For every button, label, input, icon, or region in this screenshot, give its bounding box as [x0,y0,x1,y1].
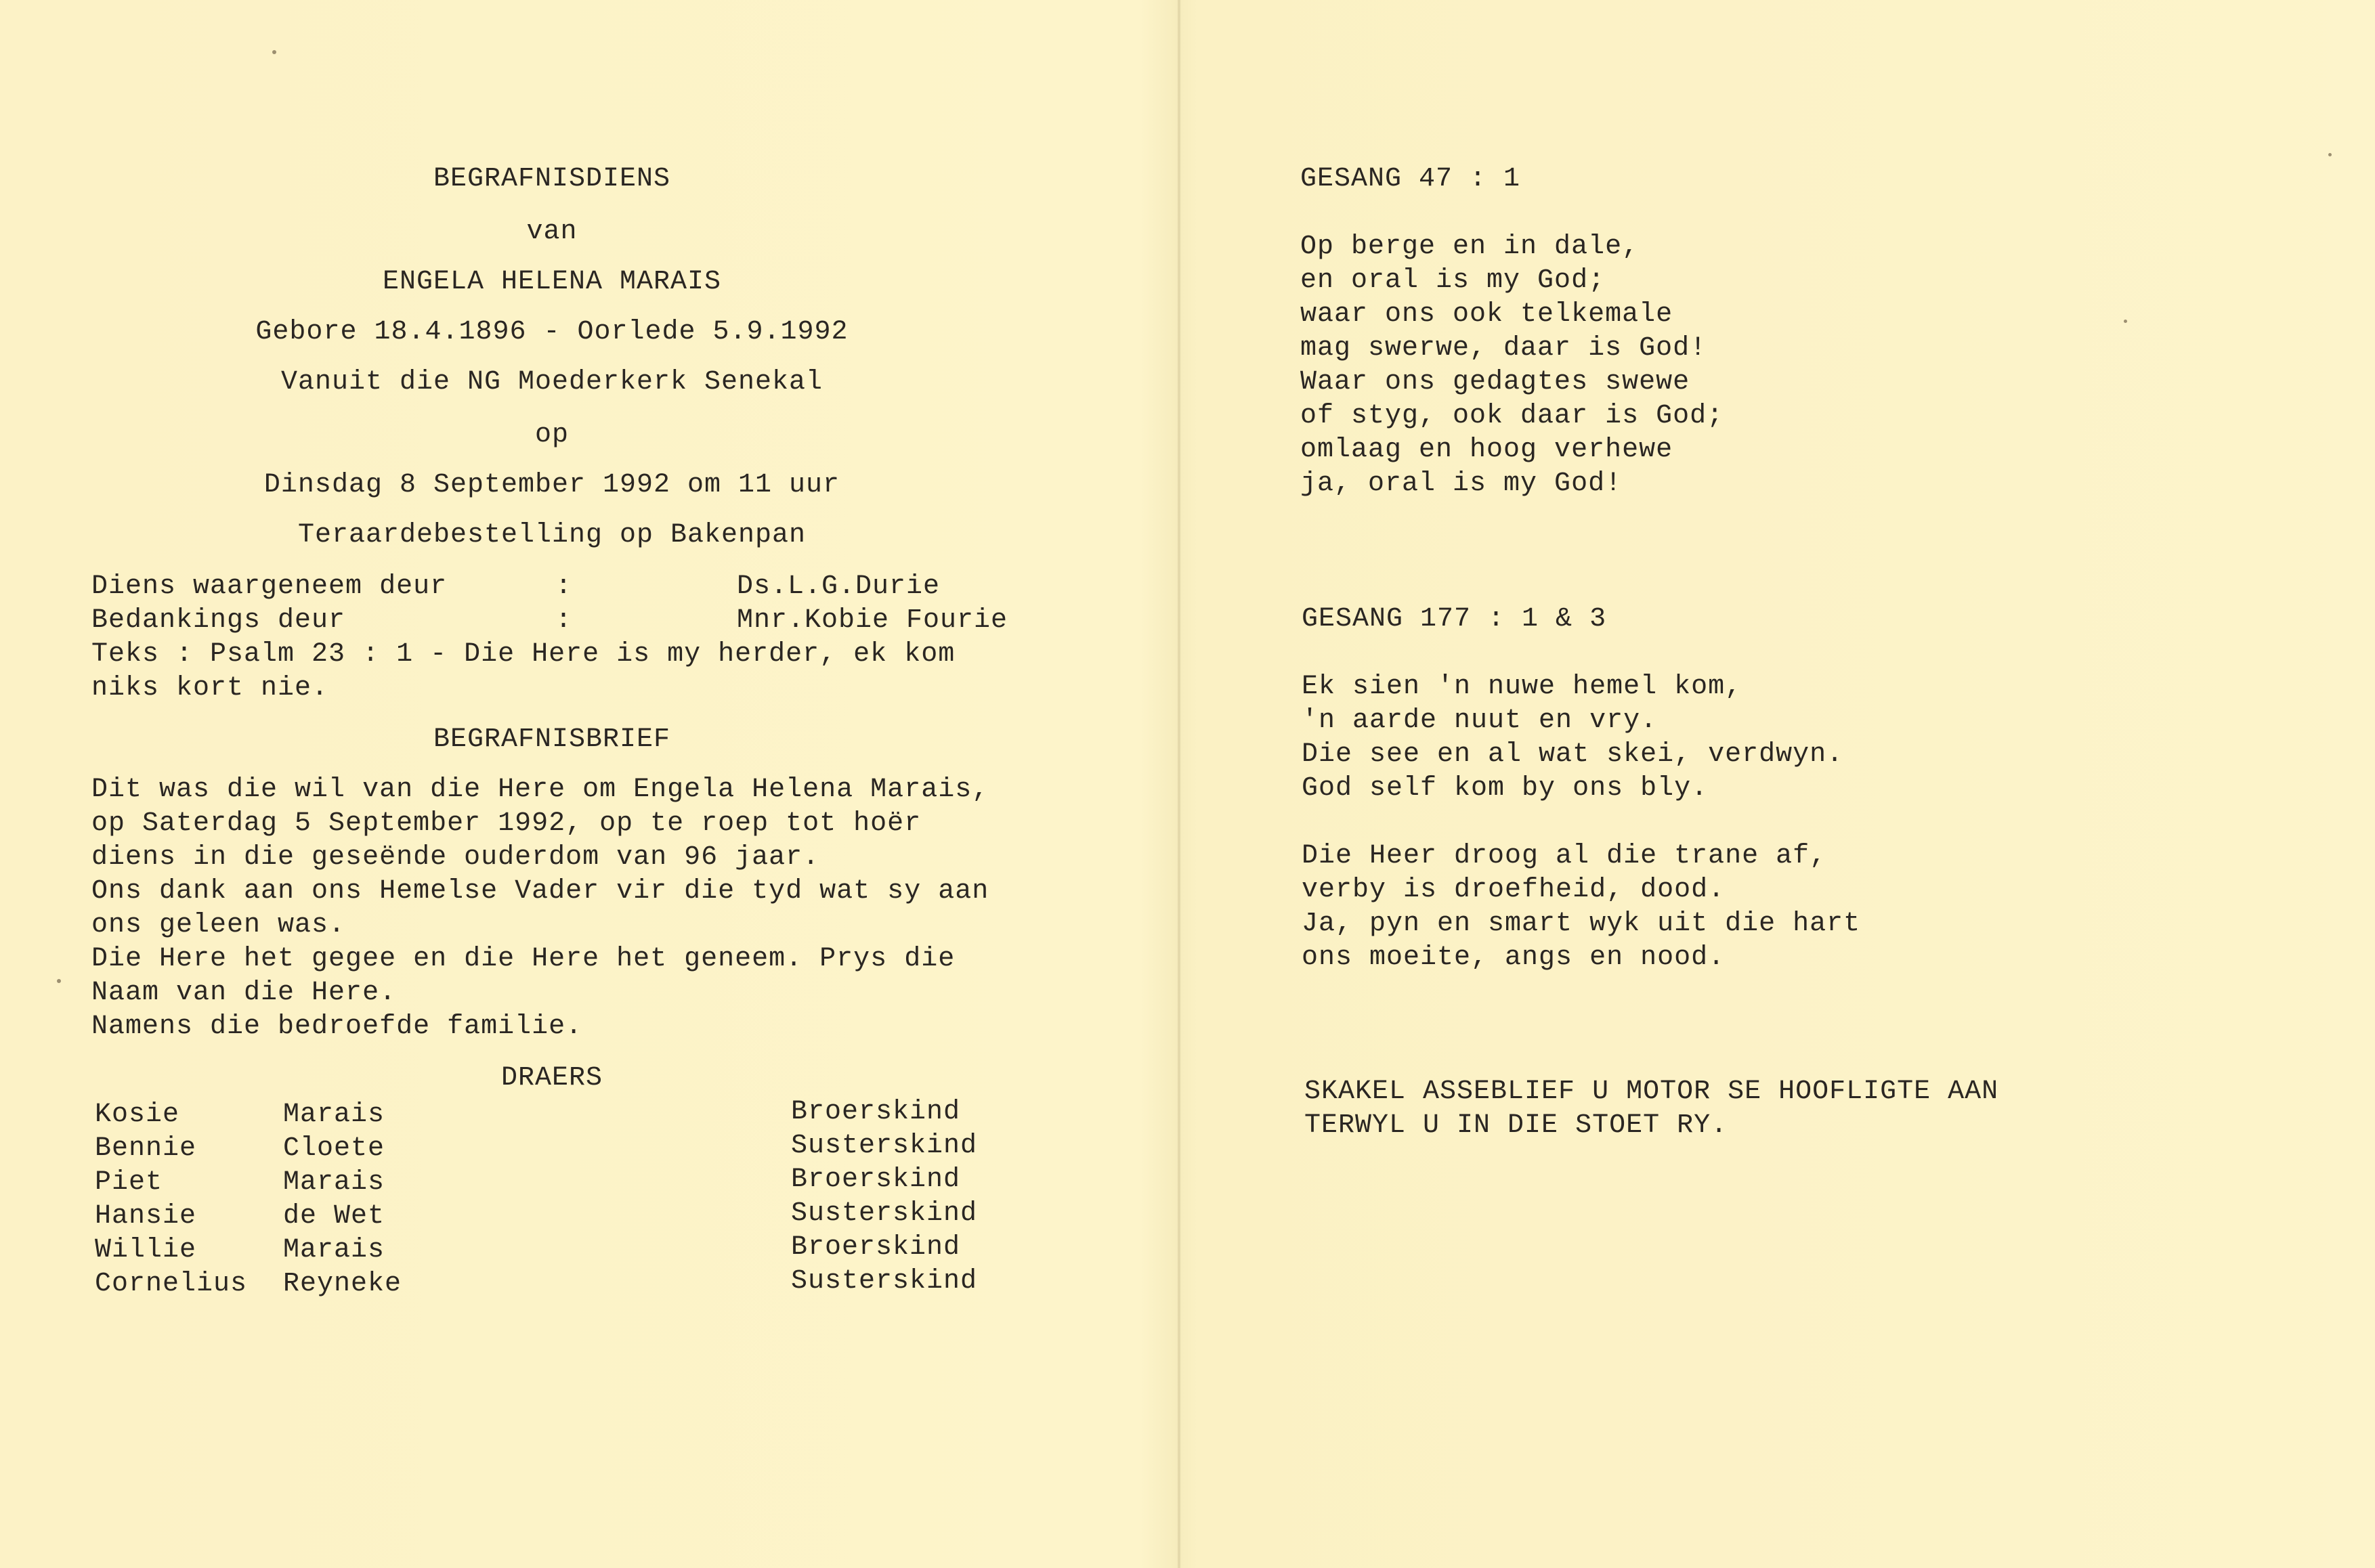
letter-line: Ons dank aan ons Hemelse Vader vir die tyd wat sy aan [91,876,989,907]
thanks-colon: : [555,605,573,636]
paper-speck [272,50,276,54]
church-line: Vanuit die NG Moederkerk Senekal [280,367,823,397]
letter-line: op Saterdag 5 September 1992, op te roep tot hoër [91,808,922,839]
bearer-first-name: Cornelius [95,1269,248,1299]
op-line: op [534,420,569,450]
letter-line: Dit was die wil van die Here om Engela Helena Marais, [91,775,989,805]
hymn-line: Ja, pyn en smart wyk uit die hart [1302,909,1861,939]
deceased-name: ENGELA HELENA MARAIS [382,267,722,297]
burial-line: Teraardebestelling op Bakenpan [297,520,807,550]
hymn-1-title: GESANG 47 : 1 [1300,164,1521,194]
thanks-name: Mnr.Kobie Fourie [737,605,1008,636]
service-date: Dinsdag 8 September 1992 om 11 uur [263,470,840,500]
bearer-last-name: Cloete [283,1133,385,1164]
paper-speck [2328,153,2332,156]
hymn-line: 'n aarde nuut en vry. [1302,705,1658,736]
hymn-line: Die Heer droog al die trane af, [1302,841,1827,871]
thanks-label: Bedankings deur [91,605,346,636]
letter-line: Naam van die Here. [91,978,397,1008]
scripture-line-2: niks kort nie. [91,673,329,703]
bearer-last-name: de Wet [283,1201,385,1232]
bearer-relation: Broerskind [791,1097,961,1127]
hymn-line: of styg, ook daar is God; [1300,401,1724,431]
scripture-line-1: Teks : Psalm 23 : 1 - Die Here is my herder, ek kom [91,639,956,670]
bearer-first-name: Willie [95,1235,197,1265]
notice-line: TERWYL U IN DIE STOET RY. [1304,1110,1728,1141]
bearer-last-name: Marais [283,1235,385,1265]
hymn-line: verby is droefheid, dood. [1302,875,1726,905]
notice-line: SKAKEL ASSEBLIEF U MOTOR SE HOOFLIGTE AAN [1304,1076,1999,1107]
paper-speck [57,979,61,983]
bearer-first-name: Bennie [95,1133,197,1164]
hymn-line: Waar ons gedagtes swewe [1300,367,1690,397]
bearer-relation: Broerskind [791,1232,961,1263]
letter-line: Namens die bedroefde familie. [91,1011,583,1042]
hymn-line: Op berge en in dale, [1300,232,1640,262]
bearers-heading: DRAERS [500,1063,603,1093]
hymn-line: Ek sien 'n nuwe hemel kom, [1302,672,1742,702]
service-title: BEGRAFNISDIENS [433,164,671,194]
officiant-colon: : [555,571,573,602]
officiant-name: Ds.L.G.Durie [737,571,941,602]
bearer-relation: Susterskind [791,1198,978,1229]
bearer-last-name: Marais [283,1167,385,1198]
letter-line: ons geleen was. [91,910,346,940]
hymn-line: ons moeite, angs en nood. [1302,942,1726,973]
bearer-relation: Susterskind [791,1266,978,1297]
letter-line: diens in die geseënde ouderdom van 96 jaar. [91,842,820,873]
van-line: van [526,217,578,247]
bearer-last-name: Reyneke [283,1269,402,1299]
hymn-line: Die see en al wat skei, verdwyn. [1302,739,1844,770]
officiant-label: Diens waargeneem deur [91,571,448,602]
center-fold [1177,0,1181,1568]
life-dates: Gebore 18.4.1896 - Oorlede 5.9.1992 [255,317,849,347]
hymn-line: en oral is my God; [1300,265,1606,296]
bearer-relation: Susterskind [791,1131,978,1161]
letter-line: Die Here het gegee en die Here het geneem. Prys die [91,944,956,974]
hymn-line: ja, oral is my God! [1300,469,1623,499]
hymn-2-title: GESANG 177 : 1 & 3 [1302,604,1607,634]
bearer-first-name: Kosie [95,1099,180,1130]
bearer-first-name: Hansie [95,1201,197,1232]
hymn-line: waar ons ook telkemale [1300,299,1673,330]
letter-heading: BEGRAFNISBRIEF [433,724,671,755]
bearer-relation: Broerskind [791,1164,961,1195]
bearer-first-name: Piet [95,1167,163,1198]
bearer-last-name: Marais [283,1099,385,1130]
hymn-line: God self kom by ons bly. [1302,773,1709,804]
paper-speck [2124,320,2127,323]
hymn-line: omlaag en hoog verhewe [1300,435,1673,465]
hymn-line: mag swerwe, daar is God! [1300,333,1707,364]
